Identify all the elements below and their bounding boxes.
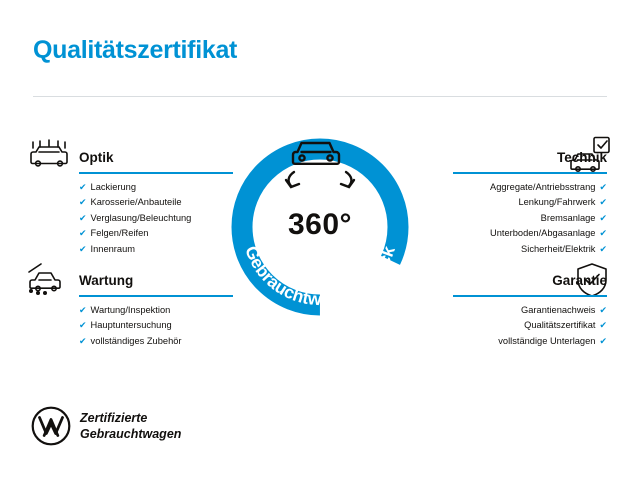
section-heading-optik: Optik — [79, 150, 114, 165]
checklist-garantie — [498, 303, 607, 349]
check-icon: ✔ — [79, 320, 87, 331]
page-title: Qualitätszertifikat — [33, 36, 238, 64]
car-wash-icon — [28, 138, 70, 177]
section-rule-wartung — [79, 295, 233, 297]
check-icon: ✔ — [79, 243, 87, 254]
list-item-label: Unterboden/Abgasanlage — [490, 228, 596, 239]
check-icon: ✔ — [79, 212, 87, 223]
list-item-label: Verglasung/Beleuchtung — [90, 212, 192, 223]
list-item-label: Sicherheit/Elektrik — [521, 243, 596, 254]
footer-line-1: Zertifizierte — [80, 411, 148, 425]
list-item — [490, 180, 607, 195]
check-icon: ✔ — [599, 197, 607, 208]
list-item-label: vollständiges Zubehör — [90, 335, 182, 346]
check-icon: ✔ — [599, 182, 607, 192]
section-rule-garantie — [453, 295, 607, 297]
list-item-label: Lackierung — [90, 182, 137, 192]
list-item — [490, 195, 607, 210]
check-icon: ✔ — [599, 305, 607, 315]
title-divider — [33, 96, 607, 97]
list-item-label: Hauptuntersuchung — [90, 320, 172, 331]
checklist-optik — [79, 180, 191, 257]
check-icon: ✔ — [599, 212, 607, 223]
list-item — [490, 211, 607, 226]
list-item-label: Wartung/Inspektion — [90, 305, 171, 315]
checklist-technik — [490, 180, 607, 257]
section-heading-garantie: Garantie — [552, 273, 607, 288]
list-item — [79, 195, 191, 210]
list-item-label: Qualitätszertifikat — [524, 320, 596, 331]
checklist-wartung — [79, 303, 182, 349]
check-icon: ✔ — [599, 335, 607, 346]
list-item — [79, 303, 182, 318]
list-item — [79, 318, 182, 333]
vw-logo-icon — [31, 406, 71, 451]
section-heading-wartung: Wartung — [79, 273, 134, 288]
list-item — [79, 211, 191, 226]
check-icon: ✔ — [79, 182, 87, 192]
check-icon: ✔ — [79, 228, 87, 239]
list-item — [490, 242, 607, 257]
list-item — [498, 303, 607, 318]
360-check-badge — [215, 122, 425, 332]
footer-brand-text — [80, 410, 181, 442]
list-item — [490, 226, 607, 241]
list-item-label: Garantienachweis — [521, 305, 596, 315]
check-icon: ✔ — [599, 228, 607, 239]
list-item — [79, 334, 182, 349]
list-item — [79, 226, 191, 241]
list-item-label: Felgen/Reifen — [90, 228, 149, 239]
list-item-label: Bremsanlage — [540, 212, 596, 223]
check-icon: ✔ — [79, 335, 87, 346]
car-lift-icon — [27, 260, 72, 301]
check-icon: ✔ — [79, 305, 87, 315]
footer-line-2: Gebrauchtwagen — [80, 427, 182, 441]
svg-text:Gebrauchtwagen-Check: Gebrauchtwagen-Check — [241, 243, 399, 310]
list-item-label: Innenraum — [90, 243, 135, 254]
check-icon: ✔ — [599, 320, 607, 331]
check-icon: ✔ — [79, 197, 87, 208]
list-item — [498, 334, 607, 349]
list-item — [498, 318, 607, 333]
list-item-label: Lenkung/Fahrwerk — [518, 197, 596, 208]
rotation-arrow-icon — [286, 172, 354, 187]
list-item-label: Karosserie/Anbauteile — [90, 197, 182, 208]
list-item-label: Aggregate/Antriebsstrang — [490, 182, 596, 192]
section-rule-optik — [79, 172, 233, 174]
section-heading-technik: Technik — [556, 150, 607, 165]
check-icon: ✔ — [599, 243, 607, 254]
list-item-label: vollständige Unterlagen — [498, 335, 596, 346]
list-item — [79, 180, 191, 195]
section-rule-technik — [453, 172, 607, 174]
degree-label: 360° — [287, 208, 353, 241]
list-item — [79, 242, 191, 257]
